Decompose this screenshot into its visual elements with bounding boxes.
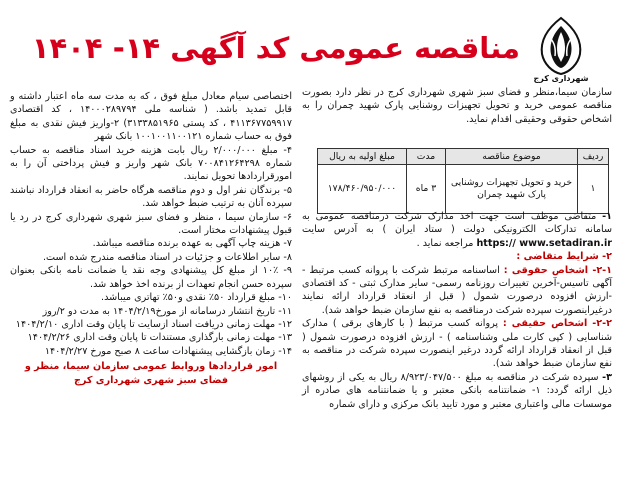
list-item: ۵- برندگان نفر اول و دوم مناقصه هرگاه حاضر به انعقاد قرارداد نباشند سپرده آنان به ترتیب ضبط خواهد شد. [10,184,292,210]
table-cell-amount: ۱۷۸/۴۶۰/۹۵۰/۰۰۰ [318,165,407,214]
list-item: ۱۰- مبلغ قرارداد ۵۰٪ نقدی و۵۰٪ تهاتری میباشد. [101,292,292,304]
deposit-continuation: اختصاصی سیام معادل مبلغ فوق ، که به مدت سه ماه اعتبار داشته و قابل تمدید باشد. ( شناسه ملی ۱۴۰۰۰۲۸۹۷۹۴ ، کد اقتصادی ۴۱۱۳۶۷۷۵۹۹۱۷ ، کد پستی ۳۱۳۳۸۵۱۹۶۵) ۲-واریز فیش نقدی به مبلغ فوق به حساب شماره ۱۰۰۱۰۰۱۱۰۰۱۲۱ بانک شهر [10,91,293,143]
table-header: مدت [407,149,446,165]
table-cell-subject: خرید و تحویل تجهیزات روشنایی پارک شهید چمران [446,165,578,214]
logo-caption: شهرداری کرج [533,74,589,83]
list-item: ۴- مبلغ ۲/۰۰۰/۰۰۰ ریال بابت هزینه خرید اسناد مناقصه به حساب شماره ۷۰۰۸۴۱۲۶۴۲۹۸ بانک شهر واریز و فیش پرداختی آن را به امورقراردادها تحویل نمایند. [10,144,292,183]
footer-signature: امور قراردادها وروابط عمومی سازمان سیما، منظر و فضای سبز شهری شهرداری کرج [24,361,278,386]
item-2-2 [302,317,612,371]
natural-persons-text: پروانه کسب مرتبط ( با کارهای برقی ) مدارک شناسایی ( کپی کارت ملی وشناسنامه ) - ارزش افزوده درصورت شمول ( قبل از انعقاد قرارداد ارائه گردد درغیر اینصورت سپرده شرکت در مناقصه به نفع سازمان ضبط خواهد شد). [302,318,612,370]
table-header: مبلغ اولیه به ریال [318,149,407,165]
list-item: ۱۲- مهلت زمانی دریافت اسناد ازسایت تا پایان وقت اداری ۱۴۰۴/۲/۱۰ [15,318,292,330]
list-item: ۸- سایر اطلاعات و جزئیات در اسناد مناقصه مندرج شده است. [43,251,292,263]
table-cell-duration: ۳ ماه [407,165,446,214]
item-2-1 [302,264,612,318]
right-column [302,86,612,126]
item-1-text: متقاضی موظف است جهت اخذ مدارک شرکت درمناقصه عمومی به سامانه تدارکات الکترونیکی دولت ( ستاد ایران ) به آدرس سایت [302,211,612,236]
item-3-label: ۳- [602,371,613,383]
table-header: موضوع مناقصه [446,149,578,165]
conditions-heading: ۲- شرایط متقاضی : [516,251,612,263]
table-cell-row: ۱ [578,165,609,214]
natural-persons-label: ۲-۲- اشخاص حقیقی : [502,318,612,330]
item-3-text: سپرده شرکت در مناقصه به مبلغ ۸/۹۲۳/۰۴۷/۵۰۰ ریال به یکی از روشهای ذیل ارائه گردد: ۱- ضمانتنامه بانکی معتبر و یا ضمانتنامه های صادره از موسسات مالی واعتباری معتبر و مورد تایید بانک مرکزی و دارای شماره [302,371,612,410]
item-3 [302,371,612,411]
municipality-emblem-icon [528,14,594,78]
right-column-conditions [302,210,612,411]
setad-link[interactable]: https:// www.setadiran.ir [476,237,612,249]
legal-persons-text: اساسنامه مرتبط شرکت با پروانه کسب مرتبط - آگهی تاسیس-آخرین تغییرات روزنامه رسمی- سایر مدارک ثبتی - کد اقتصادی -ارزش افزوده درصورت شمول ( قبل از انعقاد قرارداد ارائه نمایند درغیراینصورت سپرده شرکت درمناقصه به نفع سازمان ضبط خواهد شد). [302,264,612,316]
tender-table [317,148,609,214]
table-header-row [318,149,609,165]
intro-text: سازمان سیما،منظر و فضای سبز شهری شهرداری کرج در نظر دارد بصورت مناقصه عمومی خرید و تحویل تجهیزات روشنایی پارک شهید چمران را به اشخاص حقوقی وحقیقی اقدام نماید. [302,87,612,125]
item-1-tail: مراجعه نماید . [416,237,477,249]
list-item: ۱۴- زمان بازگشایی پیشنهادات ساعت ۸ صبح مورخ ۱۴۰۴/۲/۲۷ [44,345,292,357]
list-item: ۱۳- مهلت زمانی بارگذاری مستندات تا پایان وقت اداری ۱۴۰۴/۲/۲۶ [27,332,292,344]
left-column [10,90,292,387]
table-header: ردیف [578,149,609,165]
list-item: ۹- ۱۰٪ از مبلغ کل پیشنهادی وجه نقد یا ضمانت نامه بانکی بعنوان سپرده حسن انجام تعهدات از برنده اخذ خواهد شد. [10,265,293,290]
list-item: ۱۱- تاریخ انتشار درسامانه از مورخ۱۴۰۴/۲/۱۹ به مدت دو ۲/روز [42,305,292,317]
item-1-label: ۱- [602,211,612,222]
list-item: ۷- هزینه چاپ آگهی به عهده برنده مناقصه میباشد. [92,238,292,250]
table-row [318,165,609,214]
list-item: ۶- سازمان سیما ، منظر و فضای سبز شهری شهرداری کرج در رد یا قبول پیشنهادات مختار است. [10,211,292,237]
legal-persons-label: ۲-۱- اشخاص حقوقی : [503,264,613,276]
page-title: مناقصه عمومی کد آگهی ۱۴- ۱۴۰۴ [31,31,520,65]
item-1 [302,210,612,250]
